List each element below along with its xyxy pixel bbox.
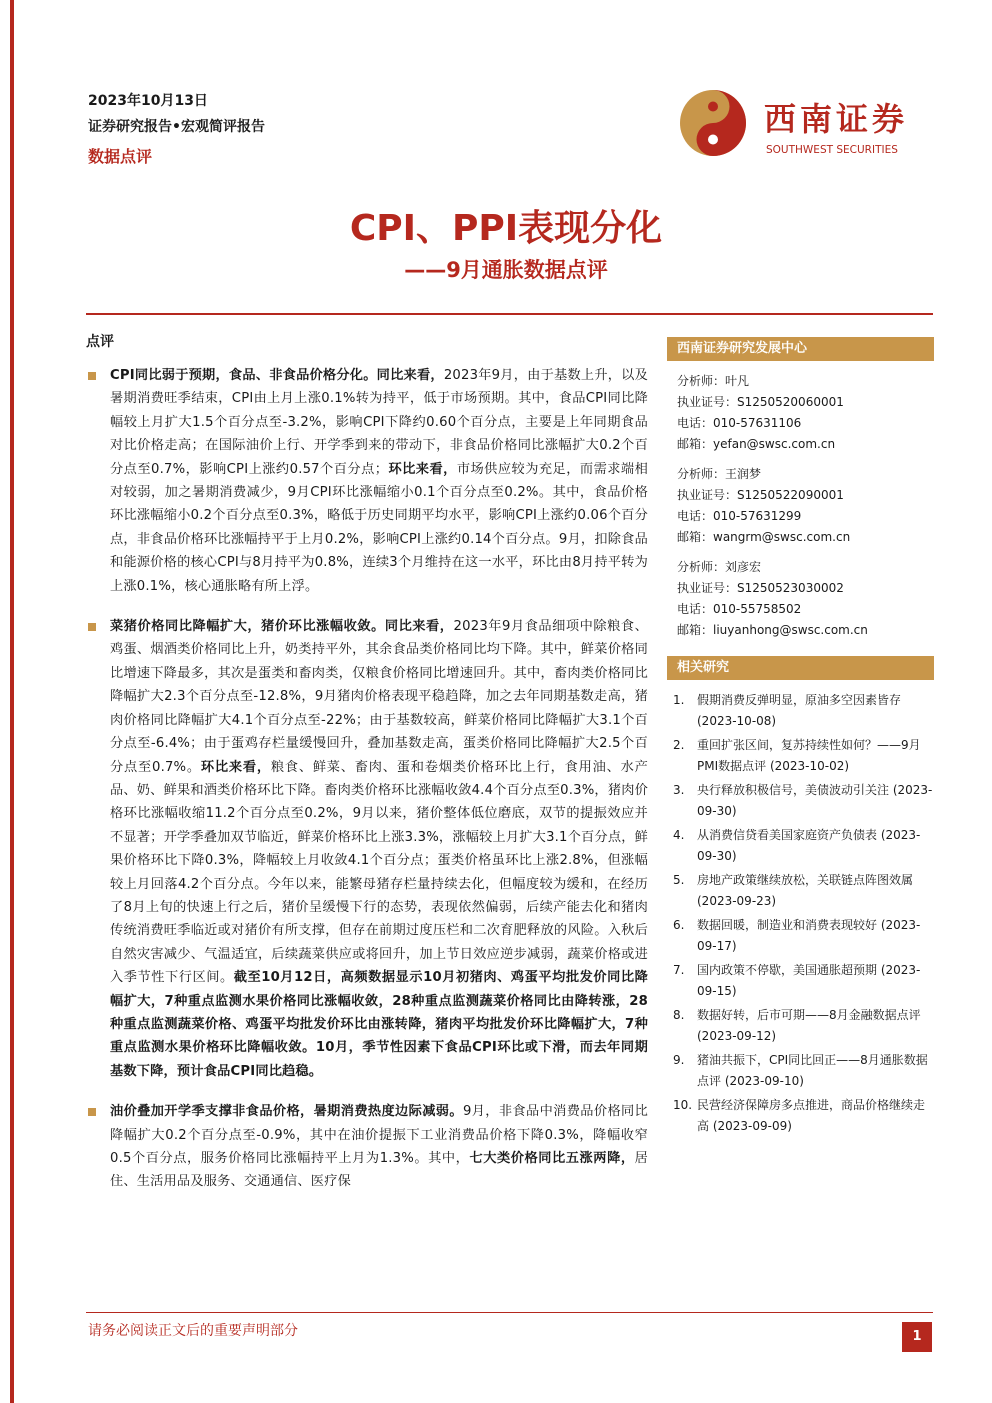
analyst-name: 分析师：叶凡 xyxy=(677,374,750,388)
item-number: 10. xyxy=(673,1098,693,1112)
item-number: 1. xyxy=(673,693,685,707)
item-number: 2. xyxy=(673,738,685,752)
item-title: 数据好转，后市可期——8月金融数据点评 (2023-09-12) xyxy=(697,1008,921,1043)
analyst-name: 分析师：王润梦 xyxy=(677,467,762,481)
paragraph-emphasis: 截至10月12日，高频数据显示10月初猪肉、鸡蛋平均批发价同比降幅扩大，7种重点监测水果价格同比涨幅收敛，28种重点监测蔬菜价格同比由降转涨，28种重点监测蔬菜价格、鸡蛋平均批发价环比由涨转降，猪肉平均批发价环比降幅扩大，7种重点监测水果价格环比降幅收敛。10月，季节性因素下食品CPI环比或下滑，而去年同期基数下降，预计食品CPI同比趋稳。 xyxy=(110,970,648,1079)
report-header xyxy=(88,90,265,172)
related-research-title: 相关研究 xyxy=(667,656,934,680)
analyst-phone: 电话：010-57631299 xyxy=(677,509,802,523)
commentary-paragraph xyxy=(86,1100,648,1194)
paragraph-text: 9月，非食品中消费品价格同比降幅扩大0.2个百分点至-0.9%，其中在油价提振下工业消费品价格下降0.3%，降幅收窄0.5个百分点，服务价格同比涨幅持平上月为1.3%。其中， xyxy=(110,1104,648,1166)
item-number: 6. xyxy=(673,918,685,932)
related-research-item xyxy=(673,915,934,957)
report-date: 2023年10月13日 xyxy=(88,93,208,109)
analyst-card xyxy=(677,371,934,455)
report-title: CPI、PPI表现分化 xyxy=(349,208,663,249)
title-divider xyxy=(86,313,933,315)
analyst-phone: 电话：010-55758502 xyxy=(677,602,802,616)
item-number: 8. xyxy=(673,1008,685,1022)
logo-mark-icon xyxy=(678,88,748,158)
analyst-name: 分析师：刘彦宏 xyxy=(677,560,762,574)
analyst-license: 执业证号：S1250520060001 xyxy=(677,395,844,409)
paragraph-emphasis: 环比来看， xyxy=(388,461,457,477)
page-number: 1 xyxy=(902,1322,932,1352)
report-type: 证券研究报告•宏观简评报告 xyxy=(88,119,265,135)
related-research-item xyxy=(673,735,934,777)
analyst-email: 邮箱：yefan@swsc.com.cn xyxy=(677,437,836,451)
analyst-license: 执业证号：S1250523030002 xyxy=(677,581,844,595)
sidebar-column xyxy=(667,337,934,1140)
bullet-square-icon xyxy=(88,372,96,380)
related-research-item xyxy=(673,1095,934,1137)
paragraph-text: 2023年9月，由于基数上升，以及暑期消费旺季结束，CPI由上月上涨0.1%转为持平，低于市场预期。其中，食品CPI同比降幅较上月扩大1.5个百分点至-3.2%，影响CPI下降约0.60个百分点，主要是上年同期食品对比价格走高；在国际油价上行、开学季到来的带动下，非食品价格同比涨幅扩大0.2个百分点至0.7%，影响CPI上涨约0.57个百分点； xyxy=(110,368,648,477)
commentary-paragraph xyxy=(86,615,648,1083)
item-number: 5. xyxy=(673,873,685,887)
bullet-square-icon xyxy=(88,1108,96,1116)
footer-divider xyxy=(86,1312,933,1313)
analyst-email: 邮箱：wangrm@swsc.com.cn xyxy=(677,530,851,544)
related-research-item xyxy=(673,960,934,1002)
item-title: 数据回暖，制造业和消费表现较好 (2023-09-17) xyxy=(697,918,921,953)
paragraph-lead: CPI同比弱于预期，食品、非食品价格分化。同比来看， xyxy=(110,368,444,383)
related-research-item xyxy=(673,870,934,912)
paragraph-text: 市场供应较为充足，而需求端相对较弱，加之暑期消费减少，9月CPI环比涨幅缩小0.1个百分点至0.2%。其中，食品价格环比涨幅缩小0.2个百分点至0.3%，略低于历史同期平均水平，影响CPI上涨约0.06个百分点，非食品价格环比涨幅持平于上月0.2%，影响CPI上涨约0.14个百分点。9月，扣除食品和能源价格的核心CPI与8月持平为0.8%，连续3个月维持在这一水平，环比由8月持平转为上涨0.1%，核心通胀略有所上浮。 xyxy=(110,461,648,594)
paragraph-text: 2023年9月食品细项中除粮食、鸡蛋、烟酒类价格同比上升，奶类持平外，其余食品类价格同比均下降。其中，鲜菜价格同比增速下降最多，其次是蛋类和畜肉类，仅粮食价格同比增速回升。其中，畜肉类价格同比降幅扩大2.3个百分点至-12.8%，9月猪肉价格表现平稳趋降，加之去年同期基数走高，猪肉价格同比降幅扩大4.1个百分点至-22%；由于基数较高，鲜菜价格同比降幅扩大3.1个百分点至-6.4%；由于蛋鸡存栏量缓慢回升，叠加基数走高，蛋类价格同比降幅扩大2.5个百分点至0.7%。 xyxy=(110,619,649,775)
item-title: 房地产政策继续放松，关联链点阵图效属 (2023-09-23) xyxy=(697,873,914,908)
commentary-paragraph xyxy=(86,364,648,598)
company-logo xyxy=(678,88,938,164)
item-number: 3. xyxy=(673,783,685,797)
research-center-title: 西南证券研究发展中心 xyxy=(667,337,934,361)
analyst-card xyxy=(677,464,934,548)
paragraph-lead: 油价叠加开学季支撑非食品价格，暑期消费热度边际减弱。 xyxy=(110,1104,463,1120)
bullet-square-icon xyxy=(88,623,96,631)
section-heading: 点评 xyxy=(86,334,114,350)
logo-name-cn: 西南证券 xyxy=(764,100,909,138)
paragraph-emphasis: 环比来看， xyxy=(200,759,271,775)
logo-name-en: SOUTHWEST SECURITIES xyxy=(766,144,898,156)
item-title: 重回扩张区间，复苏持续性如何？——9月PMI数据点评 (2023-10-02) xyxy=(697,738,921,773)
item-number: 4. xyxy=(673,828,685,842)
item-title: 央行释放积极信号，美债波动引关注 (2023-09-30) xyxy=(697,783,933,818)
analyst-card xyxy=(677,557,934,641)
paragraph-text: 居住、生活用品及服务、交通通信、医疗保 xyxy=(110,1151,648,1190)
analyst-list xyxy=(667,361,934,656)
related-research-item xyxy=(673,1050,934,1092)
related-research-item xyxy=(673,1005,934,1047)
related-research-list xyxy=(667,680,934,1137)
related-research-item xyxy=(673,825,934,867)
commentary-column xyxy=(86,330,648,1211)
report-category: 数据点评 xyxy=(88,147,153,166)
item-title: 民营经济保障房多点推进，商品价格继续走高 (2023-09-09) xyxy=(697,1098,926,1133)
related-research-item xyxy=(673,780,934,822)
item-number: 9. xyxy=(673,1053,685,1067)
report-subtitle: ——9月通胀数据点评 xyxy=(404,258,608,282)
item-title: 从消费信贷看美国家庭资产负债表 (2023-09-30) xyxy=(697,828,921,863)
footer-disclaimer: 请务必阅读正文后的重要声明部分 xyxy=(88,1323,298,1339)
item-title: 国内政策不停歇，美国通胀超预期 (2023-09-15) xyxy=(697,963,921,998)
paragraph-text: 粮食、鲜菜、畜肉、蛋和卷烟类价格环比上行，食用油、水产品、奶、鲜果和酒类价格环比下降。畜肉类价格环比涨幅收敛4.4个百分点至0.3%，猪肉价格环比涨幅收缩11.2个百分点至0.2%，9月以来，猪价整体低位磨底，双节的提振效应并不显著；开学季叠加双节临近，鲜菜价格环比上涨3.3%，涨幅较上月扩大3.1个百分点，鲜果价格环比下降0.3%，降幅较上月收敛4.1个百分点；蛋类价格虽环比上涨2.8%，但涨幅较上月回落4.2个百分点。今年以来，能繁母猪存栏量持续去化，但幅度较为缓和，在经历了8月上旬的快速上行之后，猪价呈缓慢下行的态势，表现依然偏弱，后续产能去化和猪肉传统消费旺季临近或对猪价有所支撑，但存在前期过度压栏和二次育肥释放的风险。入秋后自然灾害减少、气温适宜，后续蔬菜供应或将回升，加上节日效应逆步减弱，蔬菜价格或进入季节性下行区间。 xyxy=(110,759,649,986)
related-research-item xyxy=(673,690,934,732)
paragraph-lead: 菜猪价格同比降幅扩大，猪价环比涨幅收敛。同比来看， xyxy=(110,619,454,635)
item-title: 猪油共振下，CPI同比回正——8月通胀数据点评 (2023-09-10) xyxy=(697,1053,928,1088)
paragraph-emphasis: 七大类价格同比五涨两降， xyxy=(469,1151,635,1166)
item-number: 7. xyxy=(673,963,685,977)
analyst-license: 执业证号：S1250522090001 xyxy=(677,488,844,502)
analyst-email: 邮箱：liuyanhong@swsc.com.cn xyxy=(677,623,868,637)
item-title: 假期消费反弹明显，原油多空因素皆存 (2023-10-08) xyxy=(697,693,902,728)
analyst-phone: 电话：010-57631106 xyxy=(677,416,802,430)
